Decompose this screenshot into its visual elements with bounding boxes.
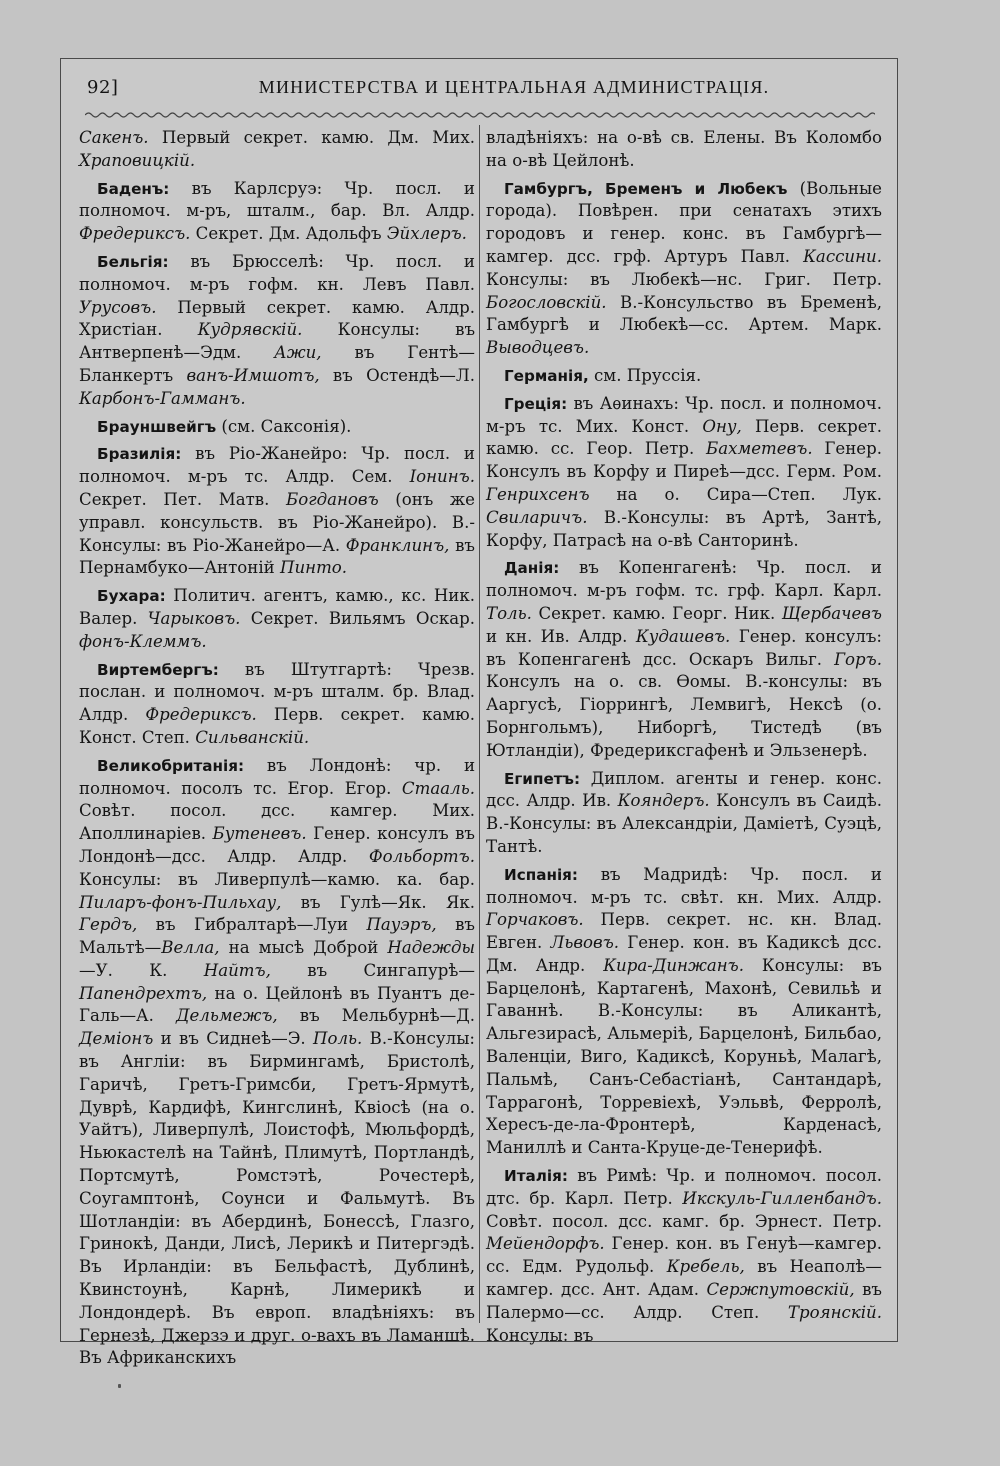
- entry-text: см. Пруссія.: [588, 365, 702, 385]
- person-name: фонъ-Клеммъ.: [79, 631, 207, 651]
- person-name: Кребель,: [666, 1257, 745, 1277]
- person-name: Кояндеръ.: [617, 791, 710, 811]
- entry-heading: Бельгія:: [97, 252, 169, 271]
- directory-entry: [486, 127, 882, 173]
- person-name: Фредериксъ.: [145, 705, 257, 725]
- entry-text: Консулы: въ Антверпенѣ—Эдм.: [79, 320, 475, 363]
- entry-text: Консулы: въ Барцелонѣ, Картагенѣ, Махонѣ, Севильѣ и Гаваннѣ. В.-Консулы: въ Аликантѣ, Альгезирасѣ, Альмеріѣ, Барцелонѣ, Бильбао, Валенціи, Виго, Кадиксѣ, Коруньѣ, Малагѣ, Пальмѣ, Санъ-Себастіанѣ, Сантандарѣ, Таррагонѣ, Торревіехѣ, Уэльвѣ, Ферролѣ, Хересъ-де-ла-Фронтерѣ, Карденасѣ, Маниллѣ и Санта-Круце-де-Тенерифѣ.: [486, 955, 882, 1158]
- entry-text: въ Остендѣ—Л.: [319, 365, 475, 385]
- directory-entry: [79, 178, 475, 246]
- person-name: Стааль.: [401, 778, 475, 798]
- person-name: Ону,: [702, 416, 742, 436]
- entry-text: въ Копенгагенѣ: Чр. посл. и полномоч. м-ръ гофм. тс. грф. Карл. Карл.: [486, 558, 882, 601]
- directory-entry: [486, 557, 882, 762]
- person-name: Чарыковъ.: [147, 608, 241, 628]
- entry-text: Генер. Консулъ въ Корфу и Пиреѣ—дсс. Герм. Ром.: [486, 439, 882, 482]
- person-name: Папендрехтъ,: [79, 983, 208, 1003]
- entry-heading: Баденъ:: [97, 179, 170, 198]
- entry-heading: Гамбургъ, Бременъ и Любекъ: [504, 179, 788, 198]
- person-name: Кудашевъ.: [635, 626, 731, 646]
- person-name: Храповицкій.: [79, 150, 196, 170]
- person-name: Горъ.: [834, 649, 882, 669]
- entry-text: въ Гибралтарѣ—Луи: [137, 915, 367, 935]
- directory-entry: [486, 864, 882, 1160]
- person-name: Пиларъ-фонъ-Пильхау,: [79, 892, 282, 912]
- person-name: Сержпутовскій,: [706, 1280, 855, 1300]
- person-name: Пинто.: [279, 558, 348, 578]
- person-name: Троянскій.: [787, 1302, 882, 1322]
- entry-heading: Бразилія:: [97, 445, 182, 464]
- directory-entry: [486, 365, 882, 388]
- directory-entry: [486, 393, 882, 553]
- entry-text: (онъ же управл. консульств. въ Ріо-Жанейро). В.-Консулы: въ Ріо-Жанейро—А.: [79, 489, 476, 555]
- entry-text: въ Римѣ: Чр. и полномоч. посол. дтс. бр. Карл. Петр.: [486, 1166, 882, 1208]
- person-name: Ажи,: [274, 343, 322, 363]
- entry-text: Первый секрет. камю. Алдр. Христіан.: [79, 297, 475, 340]
- directory-entry: [486, 1165, 882, 1347]
- entry-text: (см. Саксонія).: [216, 416, 352, 436]
- entry-text: Генер. кон. въ Кадиксѣ дсс. Дм. Андр.: [486, 933, 882, 975]
- scan-speck: [118, 1384, 121, 1388]
- entry-text: В.-Консулы: въ Артѣ, Зантѣ, Корфу, Патрасѣ на о-вѣ Санторинѣ.: [486, 507, 882, 550]
- entry-text: въ Гентѣ—Бланкертъ: [79, 343, 475, 385]
- person-name: Свиларичъ.: [486, 507, 588, 527]
- person-name: Богдановъ: [286, 489, 379, 509]
- entry-text: на о. Цейлонѣ въ Пуантъ де-Галь—А.: [79, 983, 475, 1026]
- entry-heading: Виртембергъ:: [97, 660, 219, 679]
- person-name: Бутеневъ.: [212, 824, 307, 844]
- entry-text: въ Аѳинахъ: Чр. посл. и полномоч. м-ръ тс. Мих. Конст.: [486, 393, 882, 436]
- entry-text: Политич. агентъ, камю., кс. Ник. Валер.: [79, 586, 475, 628]
- wavy-rule: [85, 109, 875, 121]
- person-name: Дельмежъ,: [176, 1006, 278, 1026]
- person-name: Фредериксъ.: [79, 224, 191, 244]
- person-name: Фольбортъ.: [368, 846, 475, 866]
- entry-text: —У. К.: [79, 960, 204, 980]
- entry-text: Перв. секрет. камю. сс. Геор. Петр.: [486, 416, 882, 459]
- entry-heading: Египетъ:: [504, 769, 581, 788]
- person-name: Гердъ,: [79, 915, 138, 935]
- entry-text: (Вольные города). Повѣрен. при сенатахъ этихъ городовъ и генер. конс. въ Гамбургѣ—камгер. дсс. грф. Артуръ Павл.: [486, 178, 882, 266]
- entry-text: Секрет. камю. Георг. Ник.: [531, 603, 782, 623]
- entry-text: и въ Сиднеѣ—Э.: [153, 1029, 313, 1049]
- person-name: Эйхлеръ.: [386, 224, 467, 244]
- entry-text: въ Палермо—сс. Алдр. Степ.: [486, 1280, 882, 1322]
- person-name: Бахметевъ.: [706, 439, 813, 459]
- entry-text: Перв. секрет. камю. Конст. Степ.: [79, 705, 475, 747]
- person-name: Сильванскій.: [195, 727, 310, 747]
- person-name: Поль.: [312, 1029, 363, 1049]
- person-name: Мейендорфъ.: [486, 1234, 605, 1254]
- entry-text: въ Лондонѣ: чр. и полномоч. посолъ тс. Егор. Егор.: [79, 755, 475, 798]
- entry-text: Консулъ на о. св. Ѳомы. В.-консулы: въ Ааргусѣ, Гіоррингѣ, Лемвигѣ, Нексѣ (о. Борнгольмъ), Ниборгѣ, Тистедѣ (въ Ютландіи), Фредериксгафенѣ и Эльзенерѣ.: [486, 672, 882, 760]
- entry-text: Консулъ въ Саидѣ. В.-Консулы: въ Александріи, Даміетѣ, Суэцѣ, Тантѣ.: [486, 791, 882, 856]
- entry-text: въ Пернамбуко—Антоній: [79, 535, 475, 578]
- directory-entry: [486, 178, 882, 360]
- person-name: Кассини.: [803, 246, 882, 266]
- person-name: Горчаковъ.: [486, 910, 584, 930]
- person-name: Щербачевъ: [781, 603, 882, 623]
- entry-heading: Бухара:: [97, 587, 166, 606]
- entry-text: владѣніяхъ: на о-вѣ св. Елены. Въ Коломбо на о-вѣ Цейлонѣ.: [486, 128, 882, 170]
- entry-text: Совѣт. посол. дсс. камг. бр. Эрнест. Петр.: [486, 1211, 882, 1231]
- person-name: ванъ-Имшотъ,: [186, 365, 320, 385]
- person-name: Выводцевъ.: [486, 338, 590, 358]
- person-name: Пауэръ,: [366, 915, 437, 935]
- entry-text: В.-Консульство въ Бременѣ, Гамбургѣ и Любекѣ—сс. Артем. Марк.: [486, 292, 882, 335]
- entry-text: въ Неаполѣ—камгер. дсс. Ант. Адам.: [486, 1257, 882, 1300]
- entry-text: Секрет. Пет. Матв.: [79, 489, 287, 509]
- directory-entry: [79, 659, 475, 750]
- person-name: Найтъ,: [203, 960, 271, 980]
- directory-entry: [79, 755, 475, 1371]
- entry-text: на о. Сира—Степ. Лук.: [589, 484, 882, 504]
- entry-text: В.-Консулы: въ Англіи: въ Бирмингамѣ, Бристолѣ, Гаричѣ, Гретъ-Гримсби, Гретъ-Ярмутѣ, Дуврѣ, Кардифѣ, Кингслинѣ, Квіосѣ (на о. Уайтъ), Ливерпулѣ, Лоистофѣ, Мюльфордѣ, Ньюкастелѣ на Тайнѣ, Плимутѣ, Портландѣ, Портсмутѣ, Ромстэтѣ, Рочестерѣ, Соугамптонѣ, Соунси и Фальмутѣ. Въ Шотландіи: въ Абердинѣ, Бонессѣ, Глазго, Гринокѣ, Данди, Лисѣ, Лерикѣ и Питергэдѣ. Въ Ирландіи: въ Бельфастѣ, Дублинѣ, Квинстоунѣ, Карнѣ, Лимерикѣ и Лондондерѣ. Въ европ. владѣніяхъ: въ Гернезѣ, Джерзэ и друг. о-вахъ въ Ламаншѣ. Въ Африканскихъ: [79, 1029, 476, 1368]
- entry-text: въ Карлсруэ: Чр. посл. и полномоч. м-ръ, шталм., бар. Вл. Алдр.: [79, 178, 475, 221]
- entry-text: въ Ріо-Жанейро: Чр. посл. и полномоч. м-ръ тс. Алдр. Сем.: [79, 444, 475, 487]
- entry-text: Консулы: въ Ливерпулѣ—камю. ка. бар.: [79, 869, 475, 889]
- person-name: Франклинъ,: [345, 535, 450, 555]
- right-column: [486, 127, 882, 1352]
- person-name: Велла,: [161, 938, 220, 958]
- entry-heading: Греція:: [504, 394, 568, 413]
- entry-text: Перв. секрет. нс. кн. Влад. Евген.: [486, 910, 882, 953]
- directory-entry: [79, 443, 475, 580]
- entry-text: Генер. консулъ въ Лондонѣ—дсс. Алдр. Алдр.: [79, 824, 475, 866]
- person-name: Іонинъ.: [409, 467, 475, 487]
- entry-heading: Германія,: [504, 366, 589, 385]
- entry-text: въ Брюсселѣ: Чр. посл. и полномоч. м-ръ гофм. кн. Левъ Павл.: [79, 251, 475, 294]
- entry-text: въ Сингапурѣ—: [270, 960, 475, 980]
- entry-text: Консулы: въ: [486, 1325, 594, 1345]
- entry-heading: Брауншвейгъ: [97, 417, 217, 436]
- person-name: Генрихсенъ: [486, 484, 590, 504]
- person-name: Кудрявскій.: [197, 320, 303, 340]
- entry-heading: Испанія:: [504, 865, 578, 884]
- entry-text: Консулы: въ Любекѣ—нс. Григ. Петр.: [486, 269, 882, 289]
- entry-text: на мысѣ Доброй: [219, 938, 388, 958]
- entry-text: Генер. консулъ: въ Копенгагенѣ дсс. Оскаръ Вильг.: [486, 626, 882, 669]
- page-frame: [60, 58, 898, 1368]
- person-name: Богословскій.: [486, 292, 607, 312]
- person-name: Икскуль-Гилленбандъ.: [682, 1188, 882, 1208]
- running-title: МИНИСТЕРСТВА И ЦЕНТРАЛЬНАЯ АДМИНИСТРАЦІЯ.: [258, 77, 770, 97]
- person-name: Толь.: [486, 603, 532, 623]
- entry-heading: Великобританія:: [97, 756, 245, 775]
- directory-entry: [79, 251, 475, 411]
- entry-text: Диплом. агенты и генер. конс. дсс. Алдр. Ив.: [486, 768, 882, 811]
- entry-text: Секрет. Дм. Адольфъ: [190, 224, 387, 244]
- directory-entry: [79, 585, 475, 653]
- directory-entry: [486, 768, 882, 859]
- page-number: 92]: [87, 77, 119, 98]
- column-divider: [479, 125, 480, 1323]
- person-name: Сакенъ.: [79, 128, 149, 147]
- entry-text: въ Мальтѣ—: [79, 915, 475, 958]
- person-name: Урусовъ.: [79, 297, 157, 317]
- person-name: Деміонъ: [79, 1029, 154, 1049]
- entry-text: Первый секрет. камю. Дм. Мих.: [148, 128, 475, 147]
- entry-heading: Италія:: [504, 1167, 568, 1186]
- person-name: Надежды: [387, 938, 475, 958]
- running-header: [87, 77, 871, 107]
- entry-text: Секрет. Вильямъ Оскар.: [240, 608, 475, 628]
- entry-text: и кн. Ив. Алдр.: [486, 626, 636, 646]
- entry-text: въ Мадридѣ: Чр. посл. и полномоч. м-ръ тс. свѣт. кн. Мих. Алдр.: [486, 864, 882, 907]
- entry-text: въ Штутгартѣ: Чрезв. послан. и полномоч. м-ръ шталм. бр. Влад. Алдр.: [79, 659, 475, 725]
- entry-text: Совѣт. посол. дсс. камгер. Мих. Аполлинаріев.: [79, 801, 475, 844]
- entry-text: въ Мельбурнѣ—Д.: [277, 1006, 475, 1026]
- directory-entry: [79, 127, 475, 173]
- entry-text: Генер. кон. въ Генуѣ—камгер. сс. Едм. Рудольф.: [486, 1234, 882, 1277]
- entry-text: въ Гулѣ—Як. Як.: [281, 892, 475, 912]
- left-column: [79, 127, 475, 1375]
- person-name: Львовъ.: [550, 933, 620, 953]
- person-name: Кира-Динжанъ.: [603, 955, 744, 975]
- person-name: Карбонъ-Гамманъ.: [79, 388, 246, 408]
- directory-entry: [79, 416, 475, 439]
- entry-heading: Данія:: [504, 559, 560, 578]
